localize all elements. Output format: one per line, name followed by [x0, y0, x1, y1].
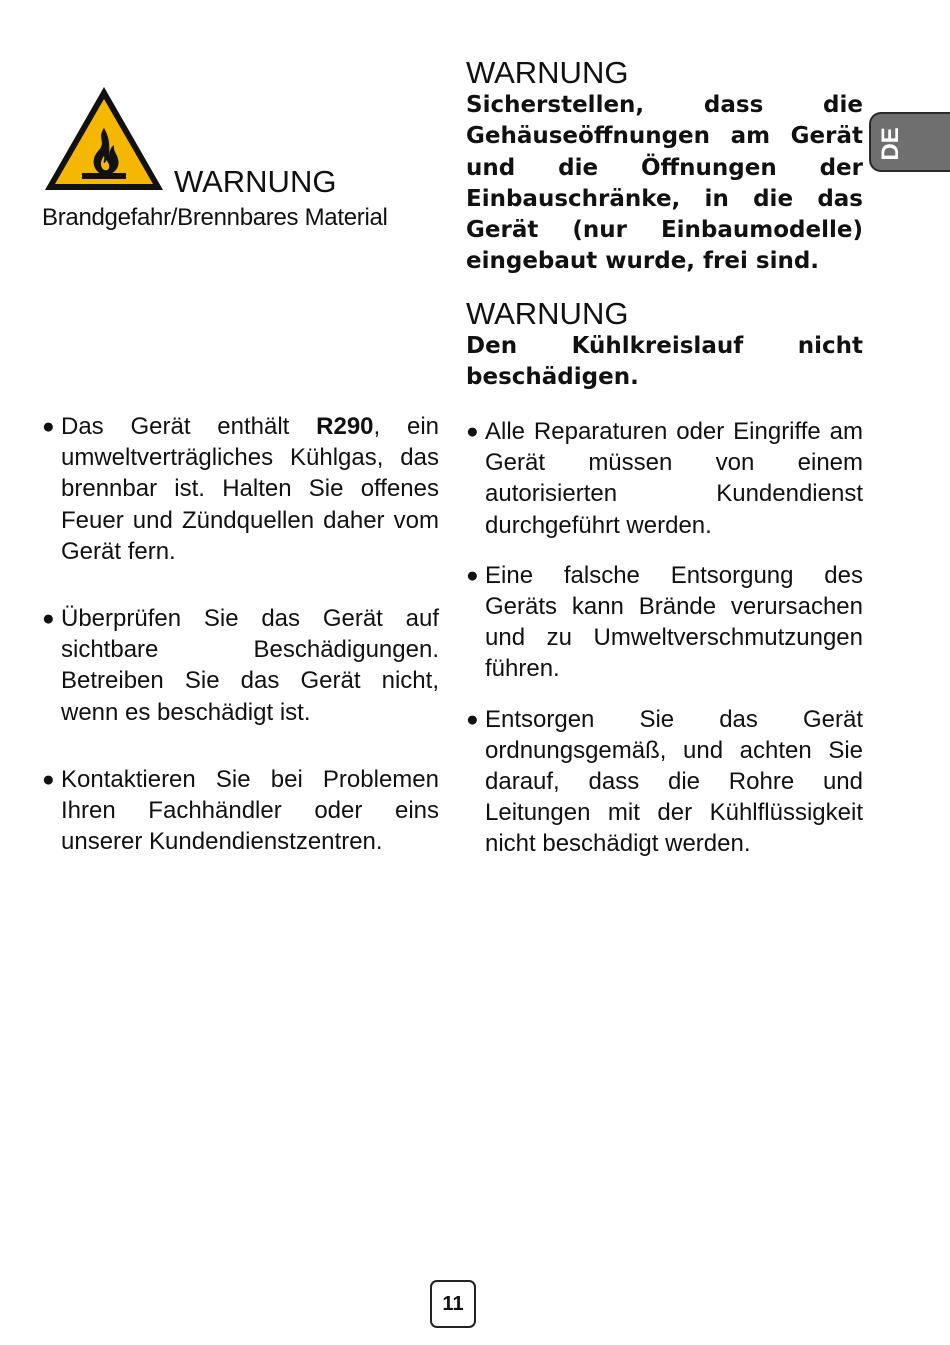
bullet-text: Überprüfen Sie das Gerät auf sichtbare Beschädigungen. Betreiben Sie das Gerät nicht, wenn es beschädigt ist. — [61, 605, 439, 726]
language-tab-label: DE — [877, 127, 904, 161]
list-item — [466, 560, 863, 685]
bullet-icon: ● — [42, 607, 55, 631]
bullet-icon: ● — [466, 420, 479, 443]
list-item — [42, 764, 439, 858]
bullet-text: Alle Reparaturen oder Eingriffe am Gerät müssen von einem autorisierten Kundendienst durchgeführt werden. — [485, 418, 863, 539]
bullet-text: Kontaktieren Sie bei Problemen Ihren Fachhändler oder eins unserer Kundendienstzentren. — [61, 765, 439, 856]
flammable-warning-icon — [42, 84, 166, 194]
refrigerant-code: R290 — [316, 413, 374, 440]
right-bullet-list — [466, 416, 863, 879]
left-warning-subtitle: Brandgefahr/Brennbares Material — [42, 204, 388, 231]
list-item — [42, 411, 439, 567]
warning-title: WARNUNG — [466, 55, 629, 90]
warning-block-refrigerant-circuit — [466, 297, 863, 394]
left-bullet-list — [42, 411, 439, 893]
warning-text: Den Kühlkreislauf nicht beschädigen. — [466, 333, 863, 391]
bullet-text-after: , ein umweltverträgliches Kühlgas, das brennbar ist. Halten Sie offenes Feuer und Zündquellen daher vom Gerät fern. — [61, 413, 439, 565]
bullet-text: Entsorgen Sie das Gerät ordnungsgemäß, und achten Sie darauf, dass die Rohre und Leitungen mit der Kühlflüssigkeit nicht beschädigt werden. — [485, 705, 863, 858]
bullet-icon: ● — [466, 563, 479, 587]
bullet-icon: ● — [466, 707, 479, 731]
left-warning-title: WARNUNG — [174, 164, 337, 199]
list-item — [42, 603, 439, 728]
list-item — [466, 704, 863, 860]
language-tab — [869, 112, 950, 172]
bullet-text: Eine falsche Entsorgung des Geräts kann Brände verursachen und zu Umweltverschmutzungen führen. — [485, 561, 863, 683]
warning-text: Sicherstellen, dass die Gehäuseöffnungen am Gerät und die Öffnungen der Einbauschränke, in die das Gerät (nur Einbaumodelle) eingebaut wurde, frei sind. — [466, 92, 863, 275]
warning-block-openings — [466, 56, 863, 278]
warning-title: WARNUNG — [466, 296, 629, 331]
bullet-text-before: Das Gerät enthält — [61, 413, 317, 440]
page-number: 11 — [430, 1280, 476, 1328]
list-item — [466, 416, 863, 541]
bullet-icon: ● — [42, 415, 55, 438]
bullet-icon: ● — [42, 767, 55, 791]
